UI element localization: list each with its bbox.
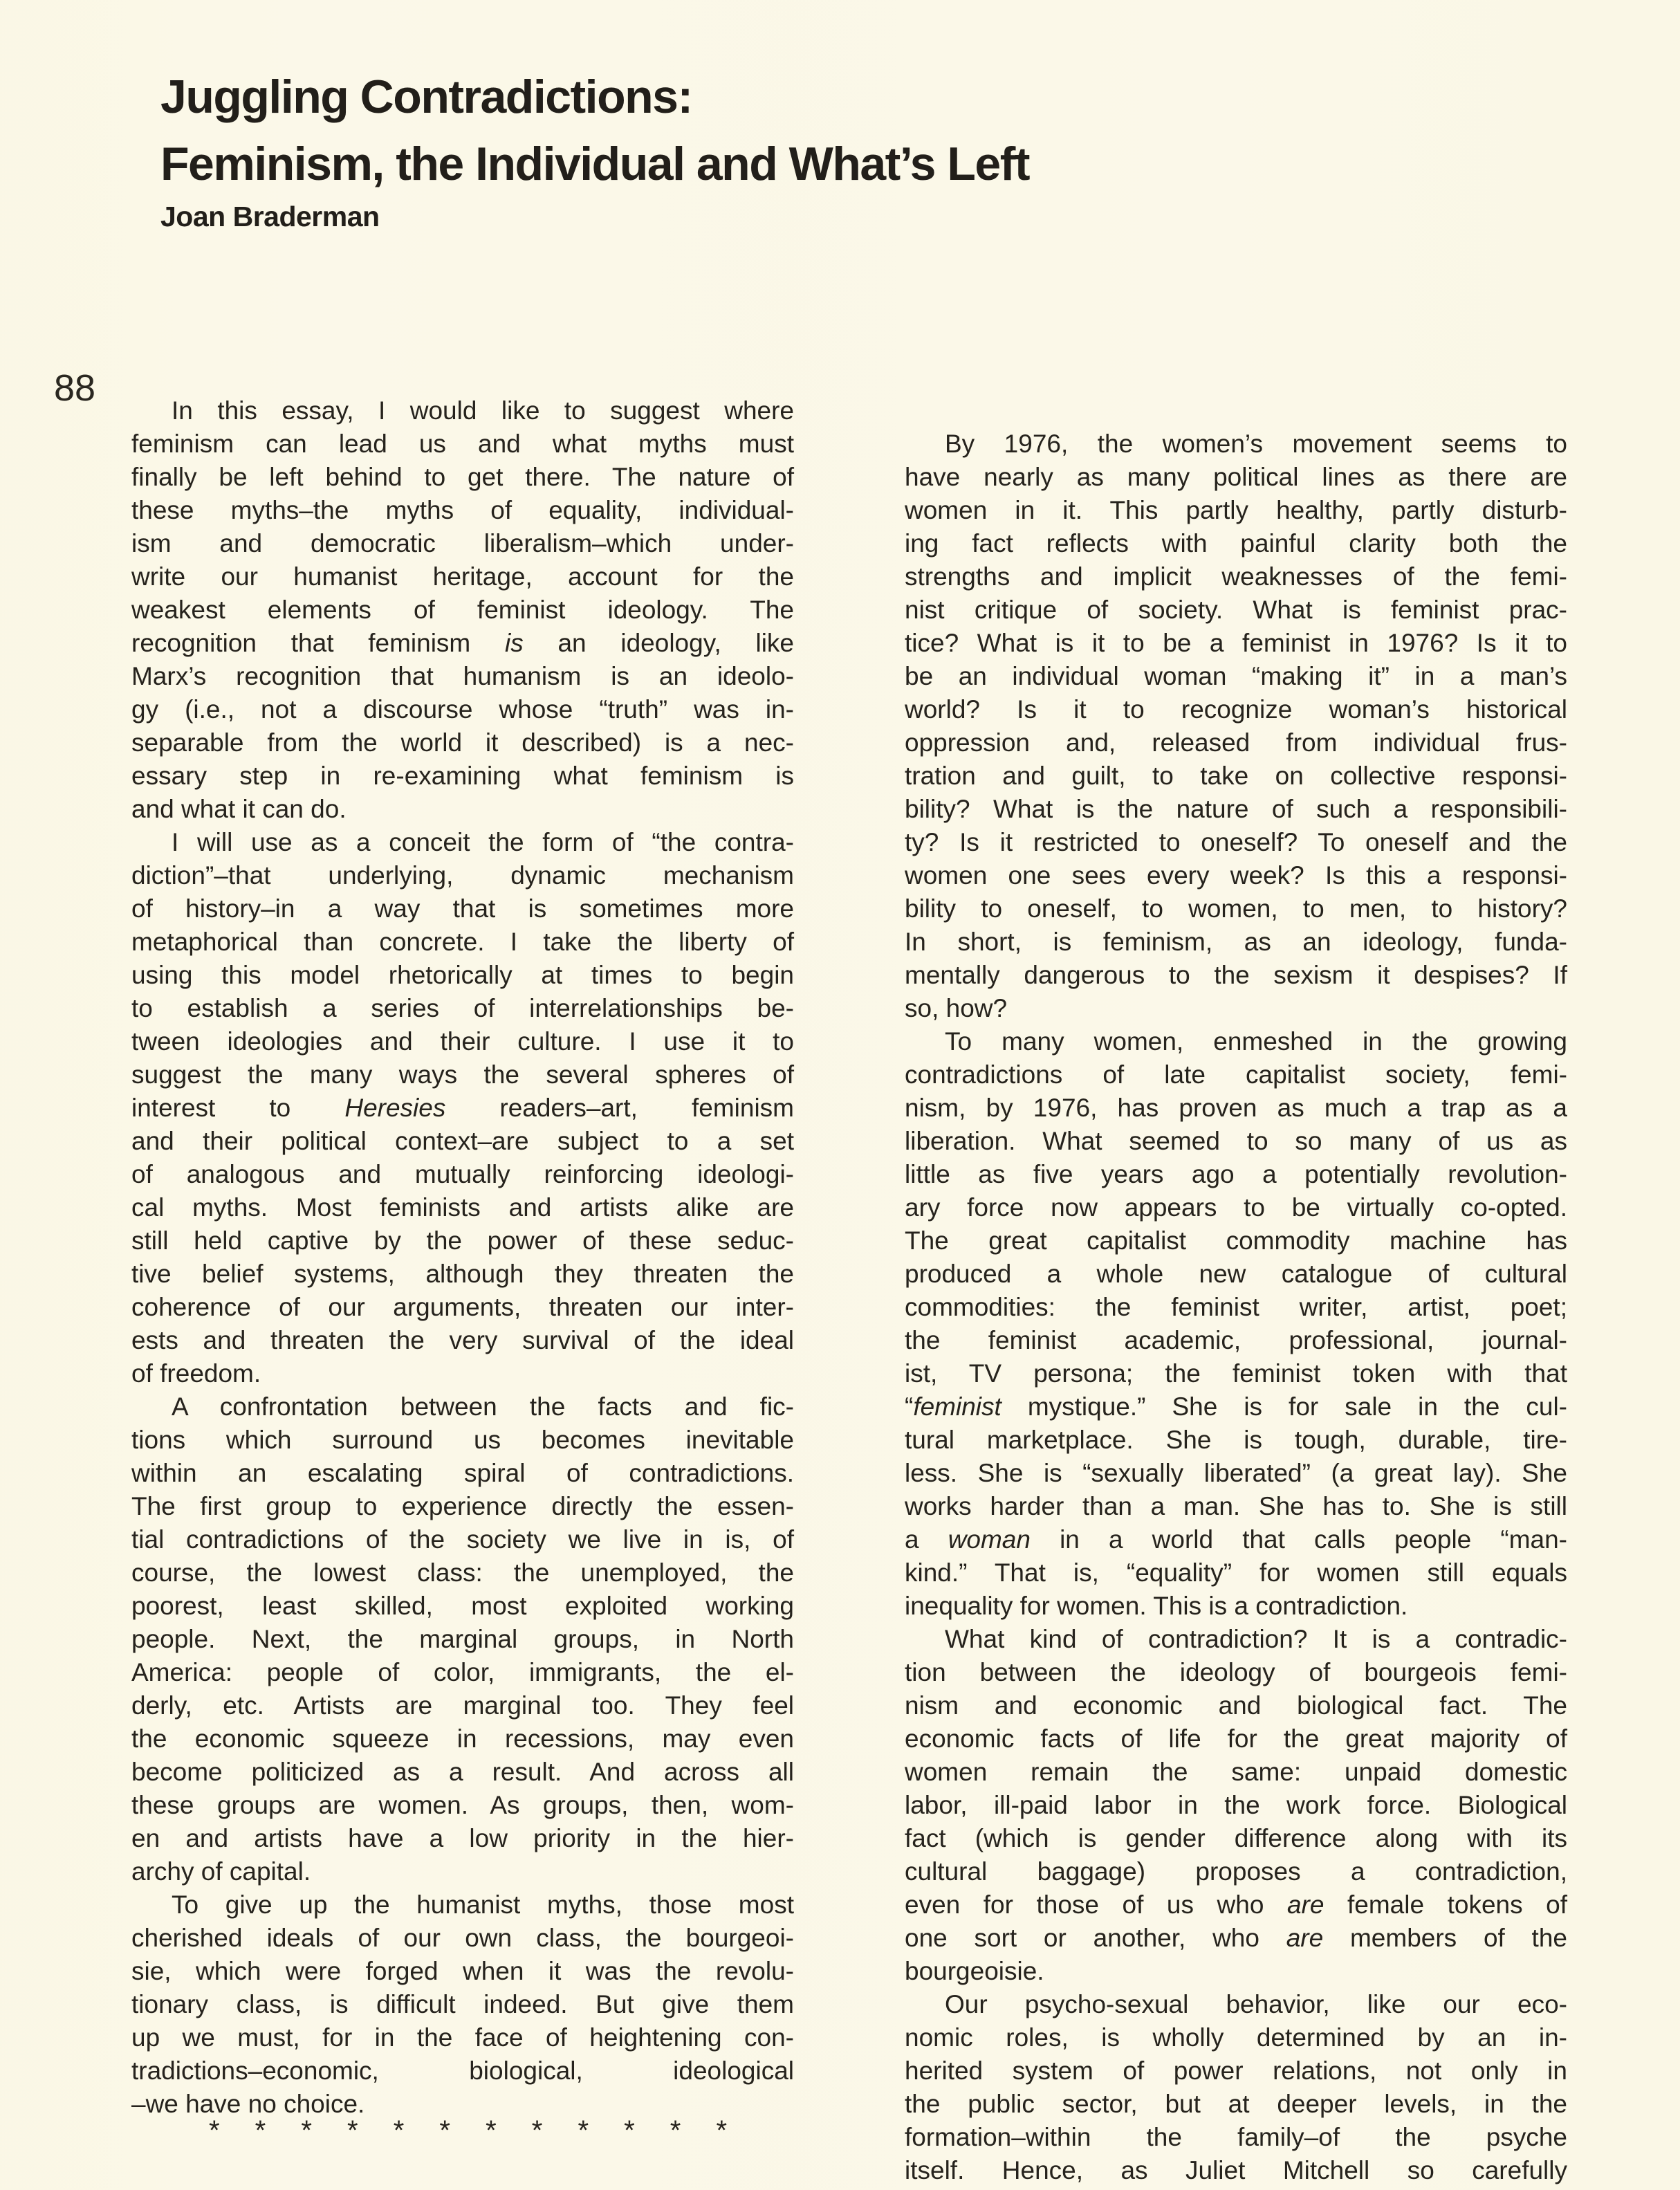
text-line: metaphorical than concrete. I take the liberty of: [131, 928, 794, 956]
text-line: economic facts of life for the great majority of: [905, 1724, 1567, 1753]
text-line: What kind of contradiction? It is a contradic-: [945, 1625, 1567, 1653]
text-line: contradictions of late capitalist society, femi-: [905, 1060, 1567, 1089]
text-line: I will use as a conceit the form of “the contra-: [172, 828, 794, 856]
text-line: still held captive by the power of these seduc-: [131, 1226, 794, 1255]
text-line: one sort or another, who are members of the: [905, 1924, 1567, 1952]
text-line: ary force now appears to be virtually co-opted.: [905, 1193, 1567, 1222]
text-line: essary step in re-examining what feminism is: [131, 762, 794, 790]
text-line: fact (which is gender difference along with its: [905, 1824, 1567, 1852]
text-line: using this model rhetorically at times to begin: [131, 961, 794, 989]
text-line: cal myths. Most feminists and artists alike are: [131, 1193, 794, 1222]
text-line: finally be left behind to get there. The nature of: [131, 463, 794, 491]
text-line: The great capitalist commodity machine has: [905, 1226, 1567, 1255]
text-line: produced a whole new catalogue of cultural: [905, 1260, 1567, 1288]
text-line: tial contradictions of the society we live in is, of: [131, 1525, 794, 1554]
text-line: ist, TV persona; the feminist token with that: [905, 1359, 1567, 1388]
asterisk-separator: * * * * * * * * * * * *: [209, 2115, 729, 2146]
text-line: tion between the ideology of bourgeois femi-: [905, 1658, 1567, 1686]
text-line: formation–within the family–of the psyche: [905, 2123, 1567, 2151]
text-line: strengths and implicit weaknesses of the femi-: [905, 562, 1567, 591]
text-line: kind.” That is, “equality” for women still equals: [905, 1558, 1567, 1587]
paragraph: [905, 1025, 1567, 1623]
text-line: gy (i.e., not a discourse whose “truth” was in-: [131, 695, 794, 724]
text-line: tween ideologies and their culture. I use it to: [131, 1027, 794, 1056]
text-line: poorest, least skilled, most exploited working: [131, 1592, 794, 1620]
text-line: tration and guilt, to take on collective responsi-: [905, 762, 1567, 790]
paragraph: [131, 1888, 794, 2121]
text-line: ty? Is it restricted to oneself? To oneself and the: [905, 828, 1567, 856]
text-line: “feminist mystique.” She is for sale in the cul-: [905, 1392, 1567, 1421]
text-line: so, how?: [905, 994, 1008, 1022]
text-line: nomic roles, is wholly determined by an in-: [905, 2023, 1567, 2052]
text-line: tionary class, is difficult indeed. But give them: [131, 1990, 794, 2018]
text-line: these myths–the myths of equality, individual-: [131, 496, 794, 524]
text-line: to establish a series of interrelationships be-: [131, 994, 794, 1022]
text-line: In short, is feminism, as an ideology, funda-: [905, 928, 1567, 956]
text-line: liberation. What seemed to so many of us as: [905, 1127, 1567, 1155]
text-line: labor, ill-paid labor in the work force. Biological: [905, 1791, 1567, 1819]
text-line: ing fact reflects with painful clarity both the: [905, 529, 1567, 558]
text-line: To many women, enmeshed in the growing: [945, 1027, 1567, 1056]
text-line: sie, which were forged when it was the revolu-: [131, 1957, 794, 1985]
text-line: nist critique of society. What is feminist prac-: [905, 596, 1567, 624]
text-line: derly, etc. Artists are marginal too. They feel: [131, 1691, 794, 1720]
text-line: weakest elements of feminist ideology. The: [131, 596, 794, 624]
paragraph: [131, 826, 794, 1390]
text-line: up we must, for in the face of heightening con-: [131, 2023, 794, 2052]
text-line: coherence of our arguments, threaten our inter-: [131, 1293, 794, 1321]
text-line: ests and threaten the very survival of the ideal: [131, 1326, 794, 1354]
text-line: ism and democratic liberalism–which under-: [131, 529, 794, 558]
text-line: cultural baggage) proposes a contradiction,: [905, 1857, 1567, 1886]
page-number: 88: [54, 367, 96, 409]
text-line: less. She is “sexually liberated” (a great lay). She: [905, 1459, 1567, 1487]
column-right: [905, 427, 1567, 2187]
text-line: tural marketplace. She is tough, durable, tire-: [905, 1426, 1567, 1454]
text-line: and what it can do.: [131, 795, 347, 823]
text-line: oppression and, released from individual frus-: [905, 728, 1567, 757]
text-line: works harder than a man. She has to. She is still: [905, 1492, 1567, 1520]
text-line: women in it. This partly healthy, partly disturb-: [905, 496, 1567, 524]
text-line: tions which surround us becomes inevitable: [131, 1426, 794, 1454]
text-line: of history–in a way that is sometimes more: [131, 894, 794, 923]
article-author: Joan Braderman: [160, 201, 380, 232]
paragraph: [905, 1988, 1567, 2187]
text-line: of analogous and mutually reinforcing ideologi-: [131, 1160, 794, 1188]
text-line: the public sector, but at deeper levels, in the: [905, 2090, 1567, 2118]
text-line: write our humanist heritage, account for the: [131, 562, 794, 591]
text-line: cherished ideals of our own class, the bourgeoi-: [131, 1924, 794, 1952]
text-line: and their political context–are subject to a set: [131, 1127, 794, 1155]
text-line: a woman in a world that calls people “man-: [905, 1525, 1567, 1554]
text-line: have nearly as many political lines as there are: [905, 463, 1567, 491]
text-line: bility? What is the nature of such a responsibili-: [905, 795, 1567, 823]
text-line: women remain the same: unpaid domestic: [905, 1758, 1567, 1786]
text-line: tradictions–economic, biological, ideological: [131, 2056, 794, 2085]
text-line: world? Is it to recognize woman’s historical: [905, 695, 1567, 724]
paragraph: [131, 1390, 794, 1888]
text-line: these groups are women. As groups, then, wom-: [131, 1791, 794, 1819]
text-line: tice? What is it to be a feminist in 1976? Is it to: [905, 629, 1567, 657]
text-line: become politicized as a result. And across all: [131, 1758, 794, 1786]
text-line: herited system of power relations, not only in: [905, 2056, 1567, 2085]
paragraph: [905, 1623, 1567, 1988]
text-line: Marx’s recognition that humanism is an ideolo-: [131, 662, 794, 690]
text-line: recognition that feminism is an ideology, like: [131, 629, 794, 657]
text-line: nism and economic and biological fact. The: [905, 1691, 1567, 1720]
text-line: –we have no choice.: [131, 2090, 365, 2118]
text-line: diction”–that underlying, dynamic mechanism: [131, 861, 794, 890]
article-title-line2: Feminism, the Individual and What’s Left: [160, 138, 1030, 190]
text-line: By 1976, the women’s movement seems to: [945, 430, 1567, 458]
text-line: be an individual woman “making it” in a man’s: [905, 662, 1567, 690]
text-line: tive belief systems, although they threaten the: [131, 1260, 794, 1288]
text-line: mentally dangerous to the sexism it despises? If: [905, 961, 1567, 989]
text-line: commodities: the feminist writer, artist, poet;: [905, 1293, 1567, 1321]
paragraph: [905, 427, 1567, 1025]
text-line: women one sees every week? Is this a responsi-: [905, 861, 1567, 890]
text-line: people. Next, the marginal groups, in North: [131, 1625, 794, 1653]
article-title-line1: Juggling Contradictions:: [160, 71, 692, 123]
text-line: bility to oneself, to women, to men, to history?: [905, 894, 1567, 923]
text-line: inequality for women. This is a contradiction.: [905, 1592, 1408, 1620]
column-left: [131, 394, 794, 2121]
text-line: within an escalating spiral of contradictions.: [131, 1459, 794, 1487]
text-line: In this essay, I would like to suggest where: [172, 396, 794, 425]
text-line: of freedom.: [131, 1359, 261, 1388]
text-line: interest to Heresies readers–art, feminism: [131, 1094, 794, 1122]
text-line: en and artists have a low priority in the hier-: [131, 1824, 794, 1852]
text-line: bourgeoisie.: [905, 1957, 1044, 1985]
text-line: separable from the world it described) is a nec-: [131, 728, 794, 757]
text-line: the feminist academic, professional, journal-: [905, 1326, 1567, 1354]
text-line: course, the lowest class: the unemployed, the: [131, 1558, 794, 1587]
text-line: The first group to experience directly the essen-: [131, 1492, 794, 1520]
text-line: To give up the humanist myths, those most: [172, 1890, 794, 1919]
article-title: [160, 64, 1029, 198]
text-line: feminism can lead us and what myths must: [131, 430, 794, 458]
text-line: itself. Hence, as Juliet Mitchell so carefully: [905, 2156, 1567, 2184]
text-line: nism, by 1976, has proven as much a trap as a: [905, 1094, 1567, 1122]
text-line: archy of capital.: [131, 1857, 311, 1886]
text-line: even for those of us who are female tokens of: [905, 1890, 1567, 1919]
text-line: A confrontation between the facts and fic-: [172, 1392, 794, 1421]
text-line: suggest the many ways the several spheres of: [131, 1060, 794, 1089]
text-line: little as five years ago a potentially revolution-: [905, 1160, 1567, 1188]
text-line: the economic squeeze in recessions, may even: [131, 1724, 794, 1753]
paragraph: [131, 394, 794, 826]
text-line: America: people of color, immigrants, the el-: [131, 1658, 794, 1686]
text-line: Our psycho-sexual behavior, like our eco-: [945, 1990, 1567, 2018]
